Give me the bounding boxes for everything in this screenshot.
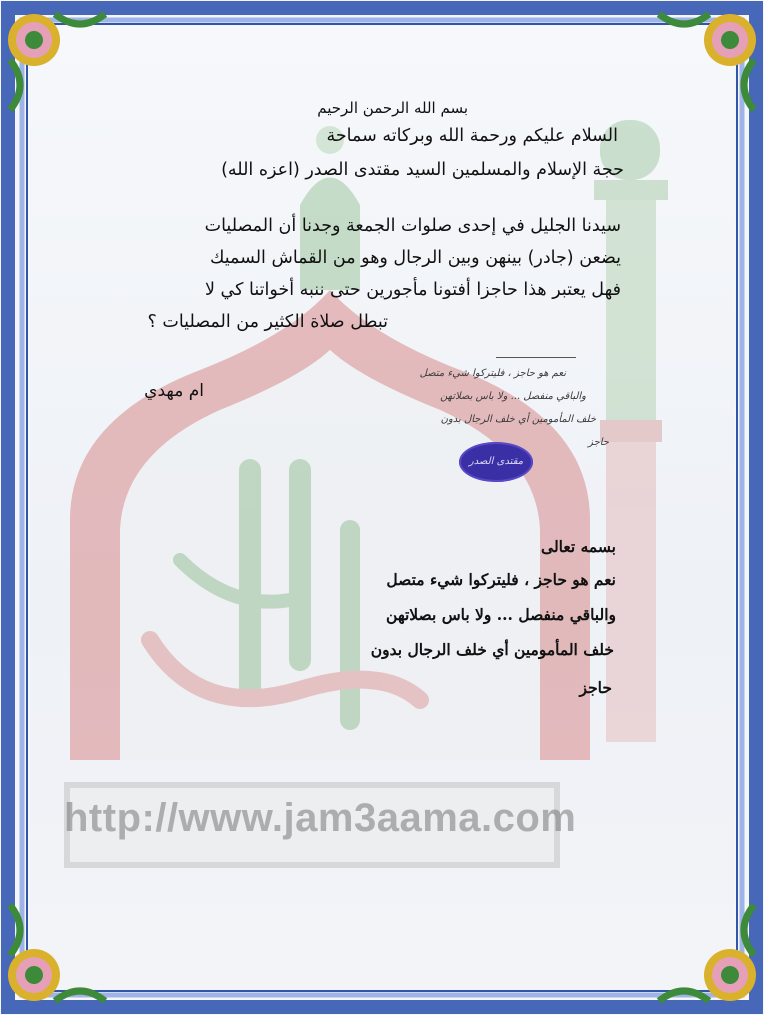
reply-header: بسمه تعالى [541, 537, 616, 556]
handwritten-line: خلف المأمومين أي خلف الرجال بدون [440, 414, 596, 425]
watermark-url: http://www.jam3aama.com [64, 796, 577, 840]
handwritten-line: حاجز [588, 437, 609, 448]
reply-line: خلف المأمومين أي خلف الرجال بدون [370, 640, 614, 659]
signature: ام مهدي [144, 381, 204, 401]
question-line: سيدنا الجليل في إحدى صلوات الجمعة وجدنا أن المصليات [204, 216, 621, 236]
question-line: تبطل صلاة الكثير من المصليات ؟ [147, 312, 388, 332]
basmala: بسم الله الرحمن الرحيم [317, 99, 468, 117]
handwritten-line: والباقي منفصل ... ولا باس بصلاتهن [440, 391, 586, 402]
reply-line: نعم هو حاجز ، فليتركوا شيء متصل [386, 570, 616, 589]
greeting: السلام عليكم ورحمة الله وبركاته سماحة [326, 126, 618, 146]
question-line: يضعن (جادر) بينهن وبين الرجال وهو من القماش السميك [209, 248, 621, 268]
official-stamp: مقتدى الصدر [459, 442, 533, 482]
addressee: حجة الإسلام والمسلمين السيد مقتدى الصدر (اعزه الله) [221, 160, 624, 180]
handwritten-header-line [496, 349, 576, 358]
reply-line: حاجز [579, 678, 612, 697]
handwritten-line: نعم هو حاجز ، فليتركوا شيء متصل [419, 368, 566, 379]
question-line: فهل يعتبر هذا حاجزا أفتونا مأجورين حتى ننبه أخواتنا كي لا [204, 280, 621, 300]
reply-line: والباقي منفصل ... ولا باس بصلاتهن [386, 605, 616, 624]
